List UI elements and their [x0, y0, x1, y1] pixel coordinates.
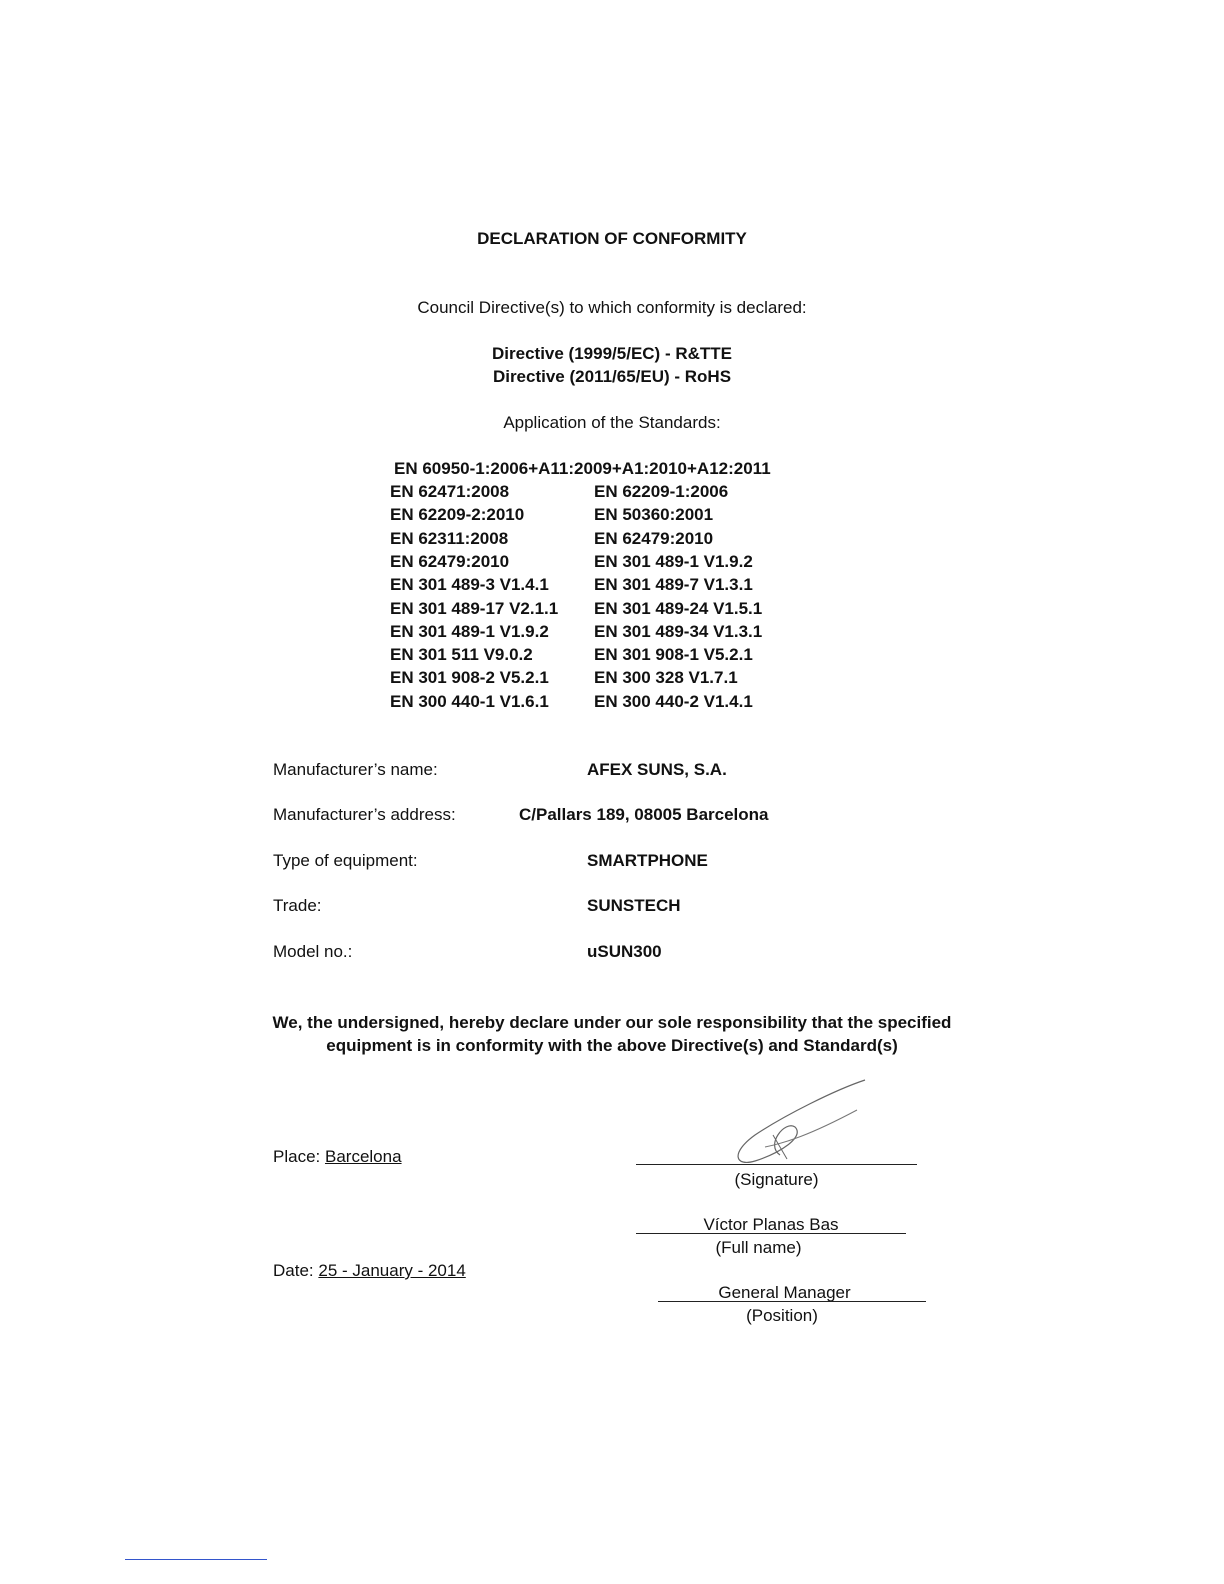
- position-caption: (Position): [746, 1306, 818, 1325]
- equipment-type-value: SMARTPHONE: [587, 851, 708, 870]
- manufacturer-name-label: Manufacturer’s name:: [273, 760, 438, 779]
- directive-rtte: Directive (1999/5/EC) - R&TTE: [492, 344, 732, 363]
- standards-header: EN 60950-1:2006+A11:2009+A1:2010+A12:2011: [394, 459, 771, 478]
- standard-left-item: EN 300 440-1 V1.6.1: [390, 691, 549, 711]
- trade-value: SUNSTECH: [587, 896, 681, 915]
- position-value: General Manager: [718, 1283, 851, 1302]
- standard-right-item: EN 62209-1:2006: [594, 482, 729, 501]
- date-value: 25 - January - 2014: [318, 1261, 466, 1280]
- place-field: [273, 1147, 402, 1167]
- manufacturer-address-label: Manufacturer’s address:: [273, 805, 456, 824]
- signature-caption: (Signature): [734, 1170, 819, 1189]
- standard-left-item: EN 62471:2008: [390, 482, 510, 501]
- standard-left-item: EN 301 489-3 V1.4.1: [390, 575, 549, 595]
- full-name-caption: (Full name): [715, 1238, 802, 1257]
- standard-right-item: EN 301 489-1 V1.9.2: [594, 551, 753, 571]
- model-label: Model no.:: [273, 942, 353, 961]
- footnote-rule: [125, 1559, 267, 1560]
- declaration-line-1: We, the undersigned, hereby declare under our sole responsibility that the specified: [272, 1013, 952, 1032]
- trade-label: Trade:: [273, 896, 322, 915]
- standard-left-item: EN 301 489-1 V1.9.2: [390, 621, 549, 641]
- application-standards-intro: Application of the Standards:: [503, 413, 721, 432]
- standard-left-item: EN 62311:2008: [390, 528, 509, 548]
- directive-rohs: Directive (2011/65/EU) - RoHS: [492, 367, 732, 386]
- standard-left-item: EN 62479:2010: [390, 551, 510, 571]
- place-value: Barcelona: [324, 1147, 402, 1166]
- standard-right-item: EN 50360:2001: [594, 505, 714, 525]
- standard-right-item: EN 300 328 V1.7.1: [594, 668, 738, 688]
- full-name-line: [636, 1233, 906, 1234]
- standard-right-item: EN 301 489-34 V1.3.1: [594, 621, 763, 641]
- equipment-type-label: Type of equipment:: [273, 851, 418, 870]
- position-line: [658, 1301, 926, 1302]
- place-label: Place:: [273, 1147, 321, 1166]
- council-directives-intro: Council Directive(s) to which conformity is declared:: [417, 298, 807, 317]
- model-value: uSUN300: [587, 942, 662, 961]
- standard-left-item: EN 301 489-17 V2.1.1: [390, 598, 559, 618]
- date-field: [273, 1261, 466, 1281]
- declaration-line-2: equipment is in conformity with the above Directive(s) and Standard(s): [326, 1036, 898, 1055]
- standard-right-item: EN 301 489-24 V1.5.1: [594, 598, 763, 618]
- standard-left-item: EN 301 511 V9.0.2: [390, 645, 533, 665]
- manufacturer-address-value: C/Pallars 189, 08005 Barcelona: [519, 805, 769, 824]
- signature-image: [725, 1075, 875, 1170]
- standard-right-item: EN 62479:2010: [594, 528, 714, 548]
- standard-left-item: EN 62209-2:2010: [390, 505, 525, 525]
- signature-line: [636, 1164, 917, 1165]
- standard-left-item: EN 301 908-2 V5.2.1: [390, 668, 549, 688]
- standard-right-item: EN 300 440-2 V1.4.1: [594, 691, 753, 711]
- standard-right-item: EN 301 489-7 V1.3.1: [594, 575, 753, 595]
- full-name-value: Víctor Planas Bas: [703, 1215, 839, 1234]
- date-label: Date:: [273, 1261, 314, 1280]
- manufacturer-name-value: AFEX SUNS, S.A.: [587, 760, 727, 779]
- document-title: DECLARATION OF CONFORMITY: [477, 229, 747, 248]
- standard-right-item: EN 301 908-1 V5.2.1: [594, 645, 753, 665]
